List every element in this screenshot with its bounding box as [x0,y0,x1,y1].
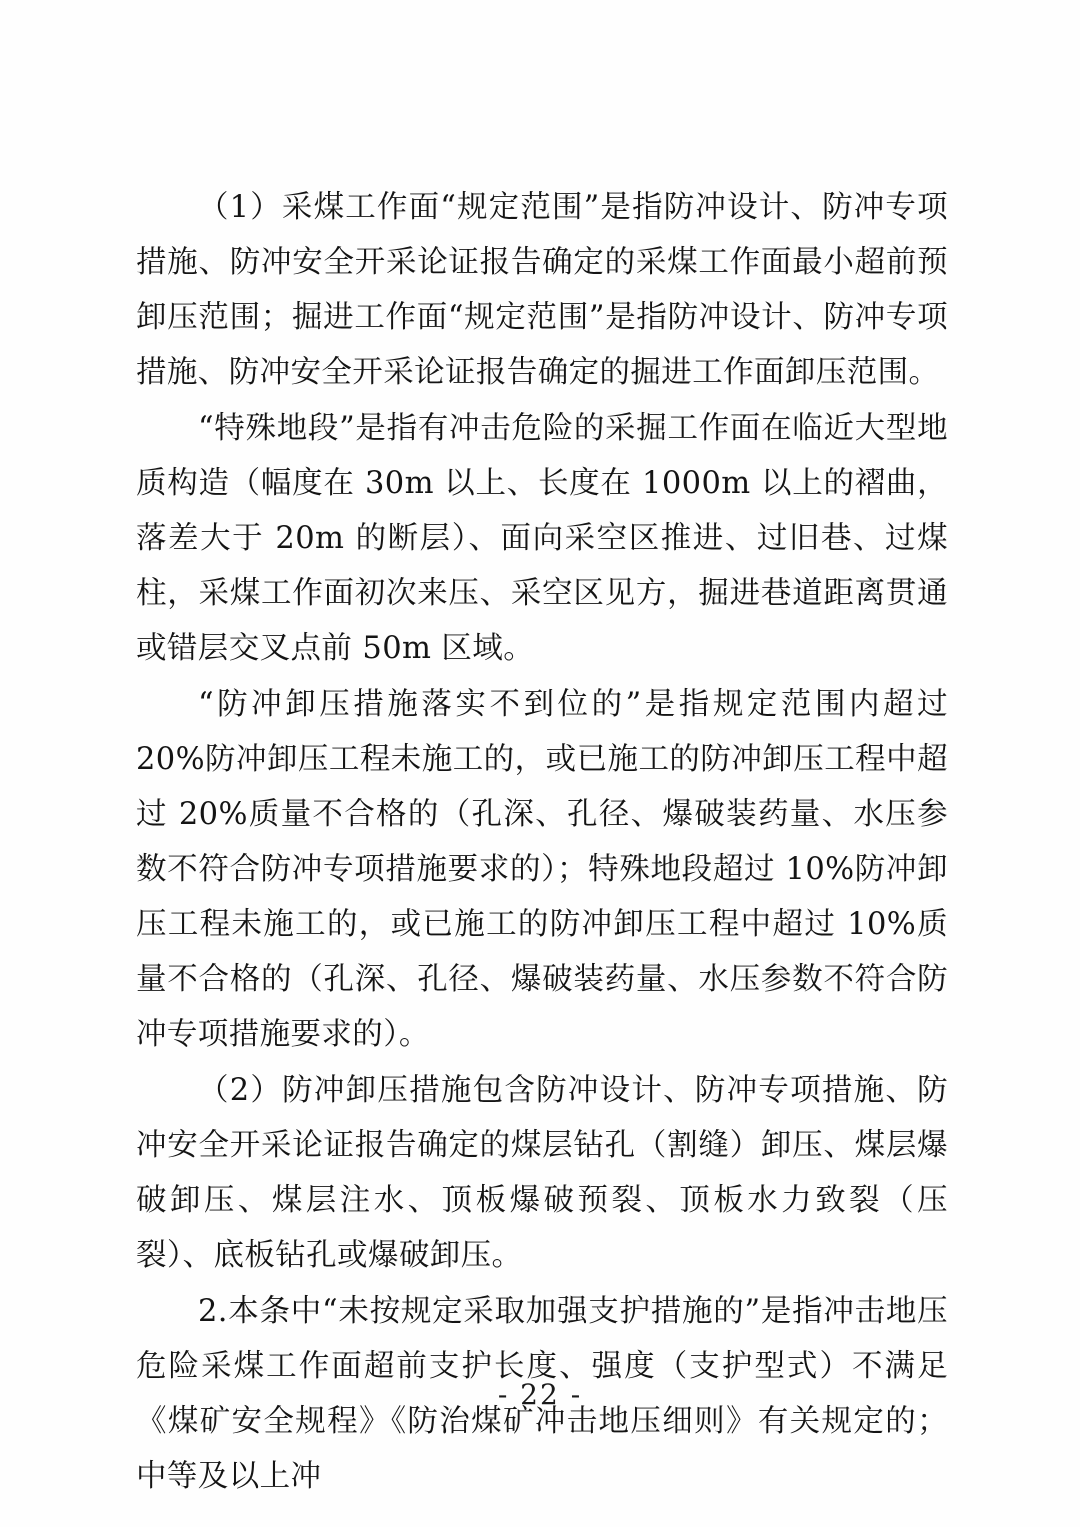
paragraph-5: 2.本条中“未按规定采取加强支护措施的”是指冲击地压危险采煤工作面超前支护长度、强度（支护型式）不满足《煤矿安全规程》《防治煤矿冲击地压细则》有关规定的；中等及以上冲 [136,1294,948,1494]
paragraph-3: “防冲卸压措施落实不到位的”是指规定范围内超过 20%防冲卸压工程未施工的，或已施工的防冲卸压工程中超过 20%质量不合格的（孔深、孔径、爆破装药量、水压参数不符合防冲专项措施要求的）；特殊地段超过 10%防冲卸压工程未施工的，或已施工的防冲卸压工程中超过 10%质量不合格的（孔深、孔径、爆破装药量、水压参数不符合防冲专项措施要求的）。 [136,687,948,1052]
page-number: - 22 - [497,1378,583,1411]
page-body-text [136,180,948,1504]
paragraph-2: “特殊地段”是指有冲击危险的采掘工作面在临近大型地质构造（幅度在 30m 以上、长度在 1000m 以上的褶曲，落差大于 20m 的断层）、面向采空区推进、过旧巷、过煤柱，采煤工作面初次来压、采空区见方，掘进巷道距离贯通或错层交叉点前 50m 区域。 [136,411,948,666]
paragraph-1: （1）采煤工作面“规定范围”是指防冲设计、防冲专项措施、防冲安全开采论证报告确定的采煤工作面最小超前预卸压范围；掘进工作面“规定范围”是指防冲设计、防冲专项措施、防冲安全开采论证报告确定的掘进工作面卸压范围。 [136,190,948,390]
paragraph-4: （2）防冲卸压措施包含防冲设计、防冲专项措施、防冲安全开采论证报告确定的煤层钻孔（割缝）卸压、煤层爆破卸压、煤层注水、顶板爆破预裂、顶板水力致裂（压裂）、底板钻孔或爆破卸压。 [136,1073,948,1273]
